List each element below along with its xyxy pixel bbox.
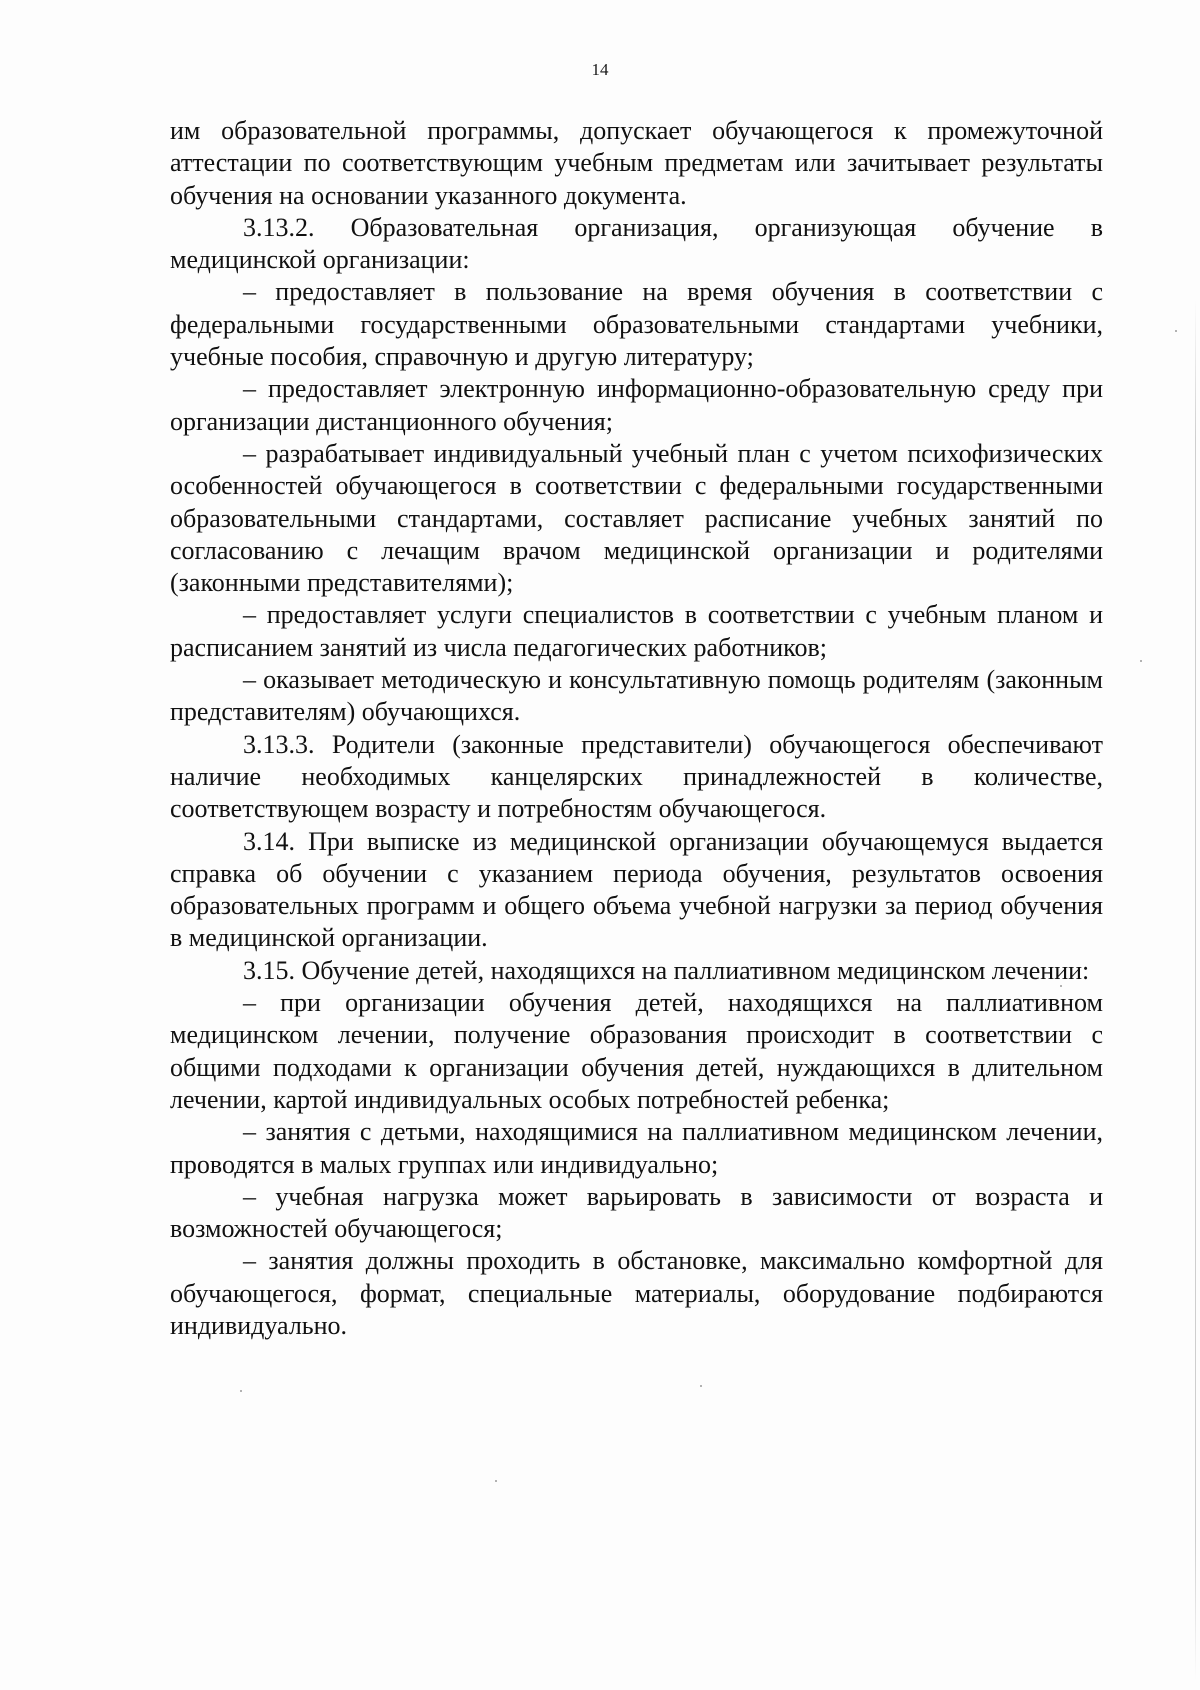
list-item-small-groups: – занятия с детьми, находящимися на паллиативном медицинском лечении, проводятся в малых группах или индивидуально;: [170, 1117, 1103, 1179]
scan-speck: [1060, 985, 1062, 987]
scan-speck: [1140, 660, 1142, 662]
paragraph-3-13-2: 3.13.2. Образовательная организация, организующая обучение в медицинской организации:: [170, 212, 1103, 275]
list-item-workload: – учебная нагрузка может варьировать в зависимости от возраста и возможностей обучающегося;: [170, 1181, 1103, 1244]
list-item-palliative-approach: – при организации обучения детей, находящихся на паллиативном медицинском лечении, получение образования происходит в соответствии с общими подходами к организации обучения детей, нуждающихся в длительном лечении, картой индивидуальных особых потребностей ребенка;: [170, 988, 1103, 1114]
scan-speck: [1175, 330, 1177, 332]
list-item-textbooks: – предоставляет в пользование на время обучения в соответствии с федеральными государственными образовательными стандартами учебники, учебные пособия, справочную и другую литературу;: [170, 277, 1103, 372]
list-item-e-environment: – предоставляет электронную информационно-образовательную среду при организации дистанционного обучения;: [170, 374, 1103, 436]
scan-speck: [240, 1390, 242, 1392]
page-number: 14: [591, 60, 609, 79]
scan-speck: [700, 1385, 702, 1387]
document-body: [170, 115, 1103, 1342]
paragraph-continuation: им образовательной программы, допускает обучающегося к промежуточной аттестации по соответствующим учебным предметам или зачитывает результаты обучения на основании указанного документа.: [170, 116, 1103, 210]
list-item-specialists: – предоставляет услуги специалистов в соответствии с учебным планом и расписанием занятий из числа педагогических работников;: [170, 600, 1103, 662]
list-item-comfortable-setting: – занятия должны проходить в обстановке, максимально комфортной для обучающегося, формат, специальные материалы, оборудование подбираются индивидуально.: [170, 1246, 1103, 1340]
scan-speck: [495, 1480, 497, 1482]
paragraph-3-13-3: 3.13.3. Родители (законные представители) обучающегося обеспечивают наличие необходимых канцелярских принадлежностей в количестве, соответствующем возрасту и потребностям обучающегося.: [170, 729, 1103, 824]
list-item-individual-plan: – разрабатывает индивидуальный учебный план с учетом психофизических особенностей обучающегося в соответствии с федеральными государственными образовательными стандартами, составляет расписание учебных занятий по согласованию с лечащим врачом медицинской организации и родителями (законными представителями);: [170, 438, 1103, 598]
paragraph-3-15: 3.15. Обучение детей, находящихся на паллиативном медицинском лечении:: [243, 955, 1090, 985]
paragraph-3-14: 3.14. При выписке из медицинской организации обучающемуся выдается справка об обучении с указанием периода обучения, результатов освоения образовательных программ и общего объема учебной нагрузки за период обучения в медицинской организации.: [170, 826, 1103, 953]
list-item-parent-help: – оказывает методическую и консультативную помощь родителям (законным представителям) обучающихся.: [170, 665, 1103, 727]
scan-edge-line: [1195, 300, 1196, 1680]
